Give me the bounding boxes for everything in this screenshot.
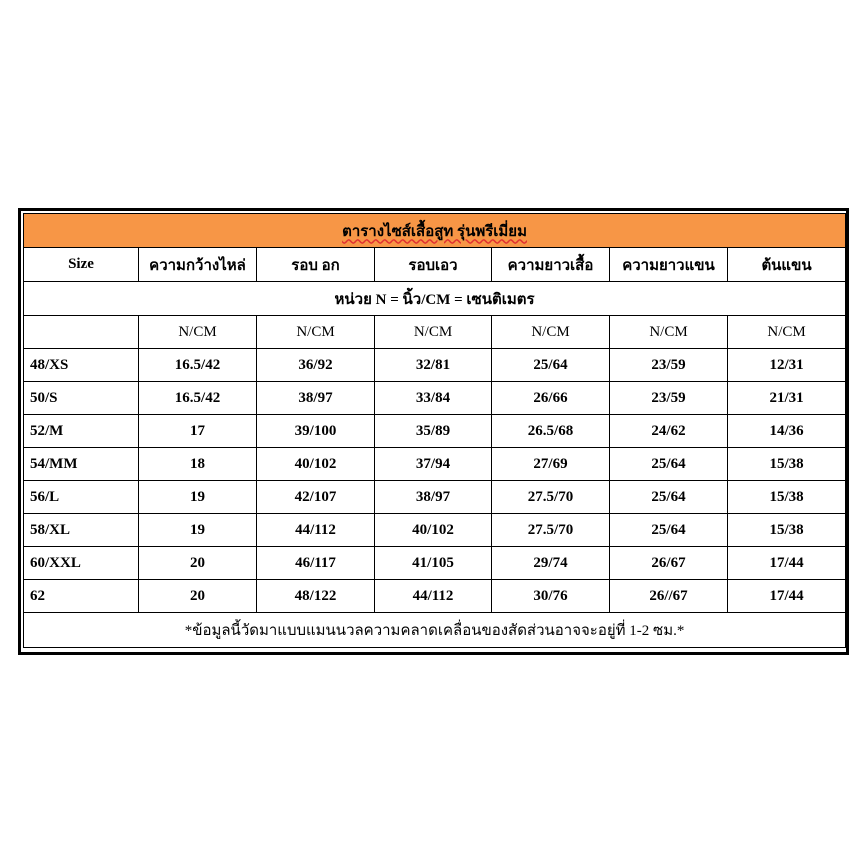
- cell-size: 58/XL: [24, 514, 139, 547]
- cell-sleeve-length: 23/59: [610, 382, 728, 415]
- cell-sleeve-length: 24/62: [610, 415, 728, 448]
- cell-upper-arm: 17/44: [728, 580, 846, 613]
- cell-upper-arm: 14/36: [728, 415, 846, 448]
- cell-size: 52/M: [24, 415, 139, 448]
- table-row: [24, 448, 846, 481]
- unit-cell: N/CM: [257, 316, 375, 349]
- cell-jacket-length: 26.5/68: [492, 415, 610, 448]
- table-row: [24, 547, 846, 580]
- cell-sleeve-length: 25/64: [610, 448, 728, 481]
- header-size: Size: [24, 248, 139, 282]
- header-sleeve-length: ความยาวแขน: [610, 248, 728, 282]
- cell-sleeve-length: 26/67: [610, 547, 728, 580]
- cell-waist: 38/97: [375, 481, 492, 514]
- cell-size: 48/XS: [24, 349, 139, 382]
- cell-waist: 32/81: [375, 349, 492, 382]
- unit-cell: N/CM: [375, 316, 492, 349]
- unit-cell: N/CM: [728, 316, 846, 349]
- unit-cell: N/CM: [610, 316, 728, 349]
- cell-waist: 40/102: [375, 514, 492, 547]
- table-row: [24, 382, 846, 415]
- unit-cell: N/CM: [492, 316, 610, 349]
- cell-shoulder-width: 19: [139, 481, 257, 514]
- cell-size: 50/S: [24, 382, 139, 415]
- footnote-row: [24, 613, 846, 648]
- cell-jacket-length: 27.5/70: [492, 514, 610, 547]
- cell-sleeve-length: 26//67: [610, 580, 728, 613]
- cell-jacket-length: 26/66: [492, 382, 610, 415]
- cell-chest: 40/102: [257, 448, 375, 481]
- cell-upper-arm: 21/31: [728, 382, 846, 415]
- cell-waist: 41/105: [375, 547, 492, 580]
- cell-shoulder-width: 20: [139, 580, 257, 613]
- cell-upper-arm: 15/38: [728, 448, 846, 481]
- cell-chest: 39/100: [257, 415, 375, 448]
- header-row: [24, 248, 846, 282]
- cell-waist: 37/94: [375, 448, 492, 481]
- cell-jacket-length: 25/64: [492, 349, 610, 382]
- unit-cell: [24, 316, 139, 349]
- header-shoulder-width: ความกว้างไหล่: [139, 248, 257, 282]
- cell-upper-arm: 12/31: [728, 349, 846, 382]
- cell-waist: 44/112: [375, 580, 492, 613]
- table-row: [24, 481, 846, 514]
- cell-upper-arm: 15/38: [728, 481, 846, 514]
- cell-shoulder-width: 17: [139, 415, 257, 448]
- cell-chest: 38/97: [257, 382, 375, 415]
- title-row: [24, 214, 846, 248]
- table-row: [24, 514, 846, 547]
- cell-chest: 42/107: [257, 481, 375, 514]
- cell-shoulder-width: 16.5/42: [139, 382, 257, 415]
- table-row: [24, 580, 846, 613]
- footnote: *ข้อมูลนี้วัดมาแบบแมนนวลความคลาดเคลื่อนของสัดส่วนอาจจะอยู่ที่ 1-2 ซม.*: [24, 613, 846, 648]
- unit-cell: N/CM: [139, 316, 257, 349]
- cell-upper-arm: 15/38: [728, 514, 846, 547]
- cell-shoulder-width: 18: [139, 448, 257, 481]
- cell-sleeve-length: 23/59: [610, 349, 728, 382]
- cell-waist: 33/84: [375, 382, 492, 415]
- cell-jacket-length: 27.5/70: [492, 481, 610, 514]
- cell-sleeve-length: 25/64: [610, 481, 728, 514]
- cell-size: 60/XXL: [24, 547, 139, 580]
- header-jacket-length: ความยาวเสื้อ: [492, 248, 610, 282]
- cell-chest: 44/112: [257, 514, 375, 547]
- cell-jacket-length: 30/76: [492, 580, 610, 613]
- cell-waist: 35/89: [375, 415, 492, 448]
- cell-jacket-length: 29/74: [492, 547, 610, 580]
- table-row: [24, 349, 846, 382]
- unit-row: [24, 316, 846, 349]
- unit-note-row: [24, 282, 846, 316]
- cell-size: 56/L: [24, 481, 139, 514]
- table-title: ตารางไซส์เสื้อสูท รุ่นพรีเมี่ยม: [342, 223, 527, 240]
- unit-note: หน่วย N = นิ้ว/CM = เซนติเมตร: [24, 282, 846, 316]
- cell-size: 62: [24, 580, 139, 613]
- cell-chest: 46/117: [257, 547, 375, 580]
- cell-size: 54/MM: [24, 448, 139, 481]
- data-rows: [24, 349, 846, 613]
- size-chart-table: [23, 213, 846, 648]
- table-title-cell: [24, 214, 846, 248]
- table-row: [24, 415, 846, 448]
- header-chest: รอบ อก: [257, 248, 375, 282]
- cell-chest: 48/122: [257, 580, 375, 613]
- cell-upper-arm: 17/44: [728, 547, 846, 580]
- cell-chest: 36/92: [257, 349, 375, 382]
- header-waist: รอบเอว: [375, 248, 492, 282]
- cell-shoulder-width: 20: [139, 547, 257, 580]
- cell-jacket-length: 27/69: [492, 448, 610, 481]
- cell-shoulder-width: 16.5/42: [139, 349, 257, 382]
- cell-shoulder-width: 19: [139, 514, 257, 547]
- cell-sleeve-length: 25/64: [610, 514, 728, 547]
- header-upper-arm: ต้นแขน: [728, 248, 846, 282]
